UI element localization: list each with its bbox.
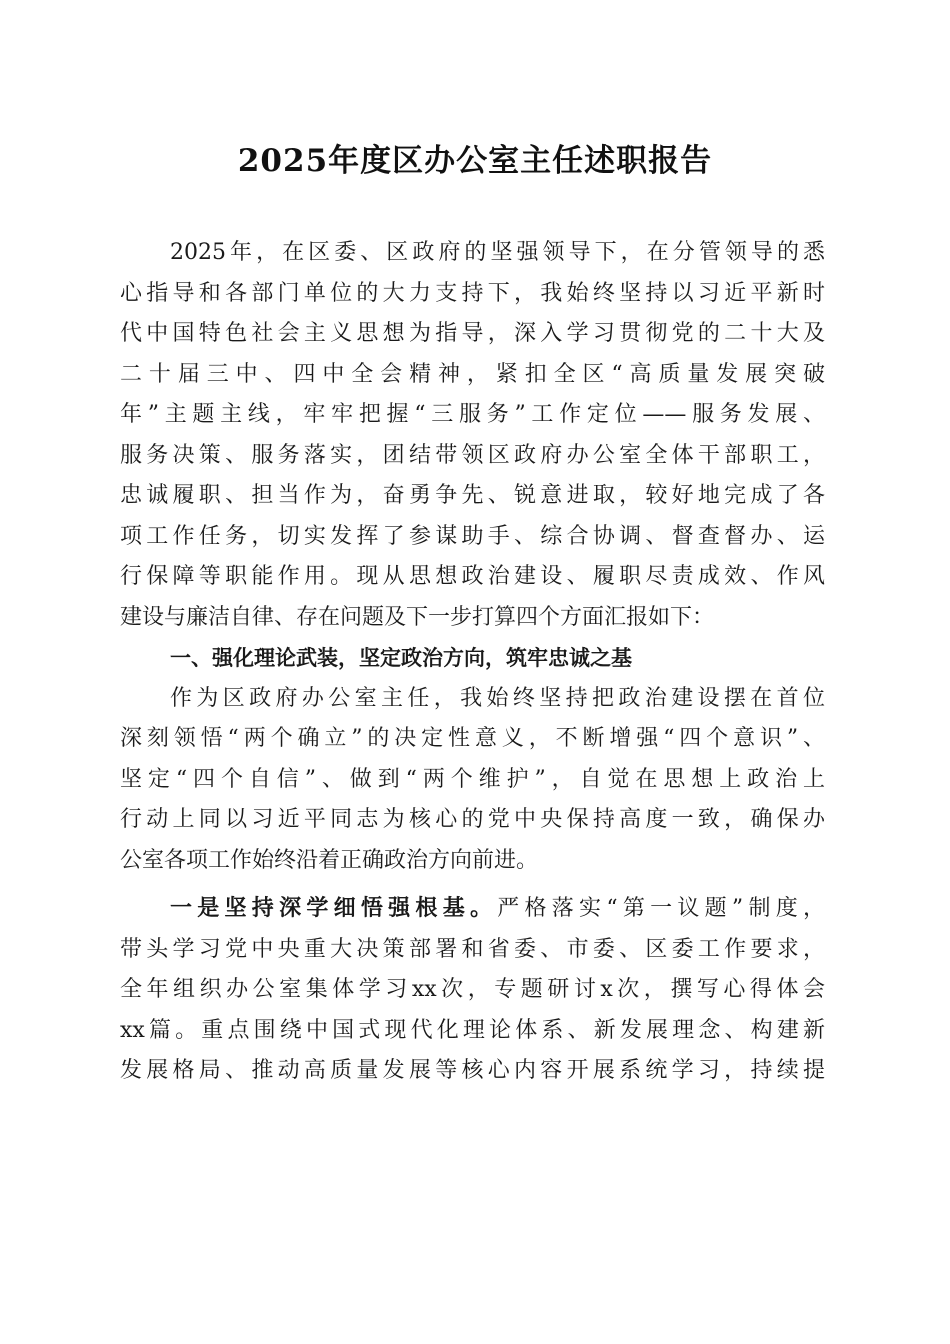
point1-lead: 一是坚持深学细悟强根基。 — [170, 896, 498, 921]
point1-first-line — [120, 889, 825, 930]
section1-line: 公室各项工作始终沿着正确政治方向前进。 — [120, 847, 539, 873]
intro-line: 代中国特色社会主义思想为指导，深入学习贯彻党的二十大及 — [120, 321, 825, 346]
point1-line: 带头学习党中央重大决策部署和省委、市委、区委工作要求， — [120, 936, 825, 962]
point1-line: 全年组织办公室集体学习xx次，专题研讨x次，撰写心得体会 — [120, 977, 825, 1002]
intro-line: 二十届三中、四中全会精神，紧扣全区“高质量发展突破 — [120, 361, 825, 387]
paragraph-gap — [120, 881, 825, 889]
section1-line: 行动上同以习近平同志为核心的党中央保持高度一致，确保办 — [120, 807, 825, 832]
point1-line: xx篇。重点围绕中国式现代化理论体系、新发展理念、构建新 — [120, 1017, 825, 1043]
intro-line: 行保障等职能作用。现从思想政治建设、履职尽责成效、作风 — [120, 564, 825, 589]
intro-line: 心指导和各部门单位的大力支持下，我始终坚持以习近平新时 — [120, 280, 825, 306]
intro-line: 服务决策、服务落实，团结带领区政府办公室全体干部职工， — [120, 442, 825, 468]
intro-line: 2025年，在区委、区政府的坚强领导下，在分管领导的悉 — [170, 240, 825, 265]
intro-line: 建设与廉洁自律、存在问题及下一步打算四个方面汇报如下： — [120, 604, 715, 630]
section-heading: 一、强化理论武装，坚定政治方向，筑牢忠诚之基 — [170, 646, 632, 670]
point1-line: 发展格局、推动高质量发展等核心内容开展系统学习，持续提 — [120, 1058, 825, 1083]
point1-first-rest: 严格落实“第一议题”制度， — [497, 896, 825, 921]
intro-line: 忠诚履职、担当作为，奋勇争先、锐意进取，较好地完成了各 — [120, 483, 825, 508]
intro-line: 项工作任务，切实发挥了参谋助手、综合协调、督查督办、运 — [120, 523, 825, 549]
section1-line: 坚定“四个自信”、做到“两个维护”，自觉在思想上政治上 — [120, 766, 825, 792]
section1-line: 作为区政府办公室主任，我始终坚持把政治建设摆在首位 — [170, 685, 825, 711]
document-title: 2025年度区办公室主任述职报告 — [237, 143, 713, 179]
document-body — [120, 233, 825, 1092]
section1-line: 深刻领悟“两个确立”的决定性意义，不断增强“四个意识”、 — [120, 726, 825, 751]
intro-line: 年”主题主线，牢牢把握“三服务”工作定位——服务发展、 — [120, 402, 825, 427]
